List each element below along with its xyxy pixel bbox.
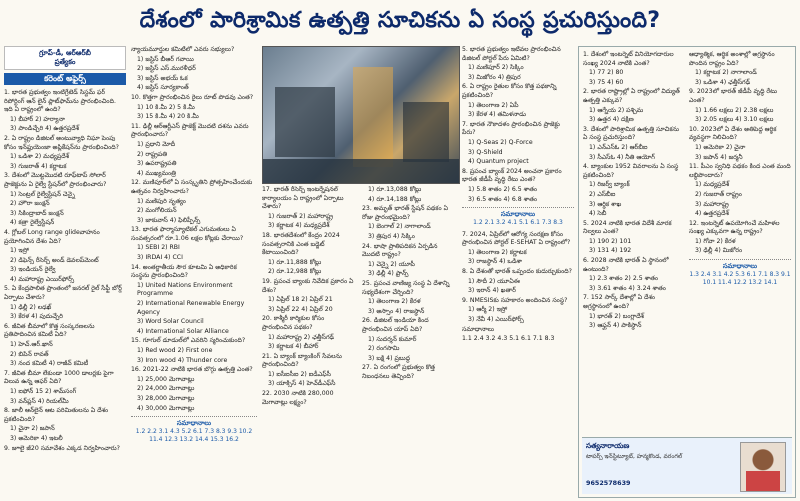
question-line: 1) Red wood 2) First one [137,347,213,354]
question-list [462,46,574,204]
question-line: 3) పాండిచ్చేరి 4) ఉత్తరప్రదేశ్ [10,125,79,133]
question-line: 1) ఐఫోన్ 15 2) శామ్‌సంగ్ [10,388,77,395]
question-line: 3) మిజోరం 4) త్రిపుర [468,73,521,81]
question-line: 13. భారత ఫార్మాస్యూటికల్ ఎగుమతులు ఏ సంవత్సరంలో రూ.1.06 లక్షల కోట్లకు చేరాయి? [131,226,244,242]
page-headline: దేశంలో పారిశ్రామిక ఉత్పత్తి సూచికను ఏ సంస్థ ప్రచురిస్తుంది? [139,8,661,33]
question-line: సమాధానాలు [462,325,495,333]
question-line: 1) కర్ణాటక 2) నాగాలాండ్ [695,69,757,77]
question-line: 3) 3.61 శాతం 4) 3.24 శాతం [589,284,666,292]
question-line: 1) రిజర్వ్ బ్యాంక్ [589,181,630,189]
question-line: 1) ఒడిశా 2) మధ్యప్రదేశ్ [10,153,70,161]
question-line: 2) డిఫెన్స్ రీసెర్చ్ అండ్ డెవలప్‌మెంట్ [10,256,99,264]
question-line: 2) రాష్ట్రపతి [137,150,168,158]
question-line: 1) ఇస్రో [10,247,29,255]
answers-title: సమాధానాలు [131,416,257,428]
question-line: 3) 75 4) 60 [589,78,624,86]
question-line: 3) జస్టిస్ అభయ్ ఓక [137,74,188,82]
question-line: 2) International Renewable Energy Agency [137,300,245,316]
question-line: 1) తెలంగాణ 2) ఏపీ [468,101,519,109]
column-3 [262,186,458,498]
question-line: 17. భారత్ రీసెర్చ్ ఇంటర్నేషనల్ కార్యాలయం ఏ రాష్ట్రంలో ఏర్పాటు చేశారు? [262,186,344,211]
question-line: 8. జాలీ ఆన్‌లైన్ ఆట పరిమితులను ఏ దేశం ప్రకటించింది? [4,407,109,423]
question-line: 1) గోవా 2) కేరళ [695,237,736,245]
question-line: 7. 152 సార్క్ దేశాల్లో ఏ దేశం అగ్రస్థానంలో ఉంది? [583,294,656,311]
question-list [462,231,574,344]
question-line: 6. ఏ రాష్ట్రం రైతుల కోసం కొత్త పథకాన్ని ప్రకటించింది? [462,83,557,99]
question-line: 1) గుజరాత్ 2) మహారాష్ట్ర [268,212,333,220]
question-line: 23. అమృత్ భారత్ స్టేషన్ పథకం ఏ రోజు ప్రారంభమైంది? [362,205,448,221]
question-line: 9. NMESISకు సహకారం అందించిన సంస్థ? [462,296,568,304]
answers-title: సమాధానాలు [689,259,791,271]
question-line: 3) గుజరాత్ 4) కర్ణాటక [10,162,67,170]
question-line: 1) రూ.11,888 కోట్లు [268,258,322,266]
question-line: 12. ఇంటర్నెట్ ఉపయోగించే మహిళల సంఖ్య ఎక్కువగా ఉన్న రాష్ట్రం? [689,219,780,236]
question-line: 3) కర్ణాటక 4) మధ్యప్రదేశ్ [268,222,330,230]
question-line: 2) గుజరాత్ రాష్ట్రం [695,190,742,198]
question-line: 5. 2024 నాటికి భారత విదేశీ మారక నిల్వలు ఎంత? [583,219,672,236]
question-line: 1) 2.3 శాతం 2) 2.5 శాతం [589,275,659,283]
question-line: 3) IRDAI 4) CCI [137,254,183,262]
question-line: 4) మహారాష్ట్ర ఎయిర్‌ఫోర్స్ [10,275,75,283]
question-line: 10. కొత్తగా ప్రారంభించిన రైలు రూట్ పొడవు ఎంత? [131,93,254,101]
question-line: 1) సౌదీ 2) యూఏఈ [468,277,520,285]
question-line: 3) సికింద్రాబాద్ జంక్షన్ [10,209,64,217]
question-line: 1) మణిపూర్ 2) సిక్కిం [468,64,524,72]
question-line: 2. భారత రాష్ట్రాల్లో ఏ రాష్ట్రంలో విద్యుత్ ఉత్పత్తి ఎక్కువ? [583,88,680,104]
column-2 [131,46,257,498]
question-line: 1) జస్టిస్ బీఆర్ గవాయి [137,55,194,63]
question-line: 4) Quantum project [468,158,529,166]
answers-title: సమాధానాలు [462,207,574,219]
question-line: 1) 10 కి.మీ 2) 5 కి.మీ [137,103,195,111]
question-line: 26. డిజిటల్ ఇండియా కింద ప్రారంభించిన యాప్ ఏది? [362,317,429,333]
question-line: 2. ఏ రాష్ట్రం డిజిటల్ అంటువ్యాధి నిఘా పెంపు కోసం ఇన్‌ఫ్లుయెంజా అప్లికేషన్‌ను ప్రారంభించింది? [4,134,119,151]
question-list [689,51,791,287]
question-line: 7. 2024, ఏప్రిల్‌లో ఆరోగ్య సంరక్షణ కోసం ప్రారంభించిన పోర్టల్ E-SEHAT ఏ రాష్ట్రంలో? [462,230,571,247]
question-list [262,186,356,408]
question-line: 2) రంగసామి [368,345,400,353]
question-list [583,51,685,332]
question-list [362,186,456,382]
question-line: 16. 2021-22 నాటికి భారత బొగ్గు ఉత్పత్తి ఎంత? [131,366,253,374]
question-line: 2) హౌరా జంక్షన్ [10,200,50,208]
question-line: 2) 24,000 మెగావాట్లు [137,385,195,393]
question-line: ఆధ్యాత్మిక, ఆర్థిక అంశాల్లో అగ్రస్థానం పొందిన రాష్ట్రం ఏది? [689,51,775,67]
question-line: 1) మణిపురి నృత్యం [137,197,186,205]
answers-key: 1.3 2.4 3.1 4.2 5.3 6.1 7.1 8.3 9.1 10.1 11.4 12.2 13.2 14.1 [689,270,791,286]
question-line: 1) మధ్యప్రదేశ్ [695,181,730,189]
question-line: 5. భారత ప్రభుత్వం ఇటీవల ప్రారంభించిన డిజిటల్ పోర్టల్ పేరు ఏమిటి? [462,46,561,62]
question-line: 3) జపాన్ 4) జర్మనీ [695,153,743,161]
question-line: 3) ఉపరాష్ట్రపతి [137,160,177,168]
question-line: 2) బిపిన్ రావత్ [10,350,49,358]
question-list [131,46,257,413]
question-line: 20. కాశ్మీరీ కార్మికుల కోసం ప్రారంభించిన పథకం? [262,315,325,331]
question-line: 1. దేశంలో ఇంటర్నెట్ వినియోగదారుల సంఖ్య 2024 నాటికి ఎంత? [583,51,674,67]
question-line: 4) జస్టిస్ సూర్యకాంత్ [137,84,189,92]
question-line: 1) ఎన్ఎస్ఓ 2) ఆర్‌బీఐ [589,143,648,151]
author-role: టాపర్స్‌ ఇన్‌స్టిట్యూట్‌, హన్మకొండ, వరంగల్‌ [586,453,683,460]
question-line: 1) చైనా 2) జపాన్ [10,425,55,433]
author-phone: 9652578639 [586,479,631,487]
question-line: 3) 6.5 శాతం 4) 6.8 శాతం [468,195,538,203]
question-line: 3. దేశంలో మొట్టమొదటి రూఫ్‌టాప్ సోలార్ ప్రాజెక్టును ఏ రైల్వే స్టేషన్‌లో ప్రారంభించారు? [4,172,107,188]
question-line: 6. 2028 నాటికి భారత్ ఏ స్థానంలో ఉంటుంది? [583,257,669,273]
question-line: 1) ఢిల్లీ 2) లఢఖ్ [10,303,52,311]
question-line: 1) ఏప్రిల్ 18 2) ఏప్రిల్ 21 [268,296,333,304]
question-line: 3) సీఎస్ఓ 4) నీతి ఆయోగ్ [589,153,655,161]
question-line: 2) రూ.12,988 కోట్లు [268,268,322,276]
answers-key: 1.2 2.1 3.2 4.1 5.1 6.1 7.3 8.3 [473,218,563,226]
question-line: 3) ఆఫ్ఘన్ 4) పాకిస్థాన్ [589,322,642,330]
question-line: 22. 2030 నాటికి 280,000 మెగావాట్లు లక్ష్యం? [262,390,334,406]
question-line: 1) 25,000 మెగావాట్లు [137,375,195,383]
question-line: 15. గూగుల్ డూడుల్‌లో ఎవరిని స్మరించుకుంది? [131,337,246,345]
question-line: 11. పీఎం స్వనిధి పథకం కింద ఎంత మంది లబ్ధిపొందారు? [689,163,791,179]
answers-key: 1.2 2.2 3.1 4.3 5.2 6.1 7.3 8.3 9.3 10.2 11.4 12.3 13.2 14.4 15.3 16.2 [135,427,253,443]
question-line: 1) 190 2) 101 [589,237,632,245]
question-line: 3) ఉత్తర 4) దక్షిణ [589,116,634,124]
question-line: 12. మణిపూర్‌లో ఏ సంస్కృతిని ప్రోత్సహించేందుకు ఉత్సవం నిర్వహించారు? [131,179,253,195]
question-line: 8. ప్రపంచ బ్యాంక్ 2024 అంచనా ప్రకారం భారత జీడీపీ వృద్ధి రేటు ఎంత? [462,167,562,184]
question-line: 1) సెంట్రల్ రైల్వేస్టేషన్ చెన్నై [10,190,75,198]
question-line: 1) 77 2) 80 [589,69,624,77]
question-line: 1) భారత్ 2) బంగ్లాదేశ్ [589,312,644,320]
question-line: 14. అంతర్జాతీయ సౌర కూటమి ఏ అధికారిక సంస్థను ప్రారంభించింది? [131,263,237,280]
question-line: 3) ఢిల్లీ 4) మిజోరం [695,247,743,255]
question-line: 27. ఏ రంగంలో ప్రభుత్వం కొత్త నిబంధనలు తెచ్చింది? [362,364,435,380]
question-line: 1) తెలంగాణ 2) కర్ణాటక [468,248,527,256]
question-line: 3) అస్సాం 4) రాజస్థాన్ [368,307,425,315]
exam-group-label: గ్రూప్‌-డీ, ఆర్‌ఆర్‌బీ [39,49,91,57]
question-line: 3) జాకువాస్ 4) ఫిలిప్పీన్స్ [137,216,201,224]
question-line: 2) జస్టిస్ ఎస్.మురళీధర్ [137,65,196,73]
question-line: 1) అమెరికా 2) చైనా [695,143,746,151]
question-line: 1) ప్రధాని మోదీ [137,140,176,148]
question-line: 3) కర్ణాటక 4) బీహార్ [268,343,319,351]
question-line: 3. దేశంలో పారిశ్రామిక ఉత్పత్తి సూచికను ఏ సంస్థ ప్రచురిస్తుంది? [583,125,680,142]
question-line: 3) ఢిల్లీ 4) ఫ్రాన్స్ [368,270,409,278]
question-line: 3) 131 4) 192 [589,247,632,255]
question-line: 1) SEBI 2) RBI [137,244,180,252]
question-line: 25. ప్రపంచ వాణిజ్య సంస్థ ఏ దేశాన్ని సభ్యదేశంగా చేర్చింది? [362,279,450,296]
question-line: 10. 2023లో ఏ దేశం అతిపెద్ద ఆర్థిక వ్యవస్థగా నిలిచింది? [689,125,777,142]
question-line: 1. భారత ప్రభుత్వం ఇంటిగ్రేటెడ్ సిస్టమ్ ఫర్ రిపోర్టింగ్ ఆన్ లైన్ ప్లాట్‌ఫామ్‌ను ప్రారంభించింది. ఇది ఏ రాష్ట్రంలో ఉంది? [4,89,116,114]
column-1 [4,46,126,498]
question-line: 3) మహారాష్ట్ర [695,200,729,208]
question-line: 1) బెంగాల్ 2) నాగాలాండ్ [368,223,431,231]
question-line: న్యాయమూర్తుల కమిటీలో ఎవరు సభ్యులు? [131,46,235,53]
question-line: 3) త్రిపుర 4) సిక్కిం [368,232,415,240]
question-line: 3) నేవీ 4) ఎయిర్‌ఫోర్స్ [468,316,524,324]
question-line: 4) 30,000 మెగావాట్లు [137,404,195,412]
question-line: 24. భాషా ప్రాతిపదికన ఏర్పడిన మొదటి రాష్ట్రం? [362,242,438,259]
question-line: 19. ప్రపంచ బ్యాంకు నివేదిక ప్రకారం ఏ దేశం? [262,277,354,294]
question-line: 1) 5.8 శాతం 2) 6.5 శాతం [468,185,538,193]
factory-photo [262,46,460,184]
question-line: 4) కత్రా రైల్వేస్టేషన్ [10,219,55,227]
question-line: 4) International Solar Alliance [137,327,229,335]
question-line: 11. ఢిల్లీ ఆర్ఆర్టీఎస్ ప్రాజెక్ట్ మొదటి దశను ఎవరు ప్రారంభించారు? [131,122,249,139]
question-line: 9. 2023లో భారత్ జీడీపీ వృద్ధి రేటు ఎంత? [689,88,778,104]
question-line: 3) రాజస్థాన్ 4) ఒడిశా [468,258,522,266]
question-line: 1) ఆగ్నేయ 2) పశ్చిమ [589,106,644,114]
question-line: 1) సుదర్శన్ కుమార్ [368,335,417,343]
column-4 [462,46,574,498]
special-label: ప్రత్యేకం [54,58,76,66]
question-line: 4) ఉత్తరప్రదేశ్ [695,210,729,218]
question-line: 3) వన్‌ప్లస్ 4) రియల్‌మీ [10,397,69,405]
question-line: 1.1 2.4 3.2 4.3 5.1 6.1 7.1 8.3 [462,335,555,343]
question-line: 3) కేరళ 4) తమిళనాడు [468,111,526,119]
question-line: 1) 1.66 లక్షలు 2) 2.38 లక్షలు [695,106,774,114]
question-line: 1) ఐసీఐసీఐ 2) ఐడీఎఫ్‌సీ [268,370,332,378]
question-line: 1) హెచ్.ఆర్.ఖాన్ [10,341,53,349]
question-line: 3) 15 కి.మీ 4) 20 కి.మీ [137,113,199,121]
column-5 [578,46,796,498]
question-line: 1) మహారాష్ట్ర 2) ఛత్తీస్‌గఢ్ [268,333,335,341]
question-line: 1) ఆర్మీ 2) ఇస్రో [468,306,508,314]
question-line: 4. గ్లోబల్ Long range glideవాహనం ప్రయోగించిన దేశం ఏది? [4,228,100,245]
question-line: 3) ఏప్రిల్ 22 4) ఏప్రిల్ 20 [268,305,333,313]
question-line: 3) ఇండియన్ రైల్వే [10,266,56,274]
question-line: 3) ఆర్థిక శాఖ [589,200,622,208]
author-photo [740,442,786,492]
question-line: 4) రూ.14,188 కోట్లు [368,195,422,203]
question-line: 3) ఒడిశా 4) ఛత్తీస్‌గఢ్ [695,78,751,86]
question-line: 9. జూలై జీ20 సమావేశం ఎక్కడ నిర్వహించారు? [4,444,120,452]
question-line: 1) United Nations Environment Programme [137,281,233,298]
question-line: 3) కేరళ 4) పుదుచ్చేరి [10,313,63,321]
question-line: 3) 28,000 మెగావాట్లు [137,394,195,402]
question-list [4,89,126,453]
question-line: 4. బ్యాంకుల 1952 వివరాలను ఏ సంస్థ ప్రకటించింది? [583,163,679,179]
question-line: 2) ఎస్‌బీఐ [589,190,616,198]
question-line: 1) తెలంగాణ 2) కేరళ [368,298,421,306]
question-line: 7. జీవిత బీమా లేకుండా 1000 డాలర్లకు పైగా విలువ ఉన్న ఆఫర్ ఏది? [4,369,114,386]
question-line: 4) ముఖ్యమంత్రి [137,169,176,177]
question-line: 3) బక్షి 4) ప్రబుద్ధ [368,354,411,362]
question-line: 3) యాక్సిస్ 4) హెచ్‌డీఎఫ్‌సీ [268,380,336,388]
question-line: 3) 2.05 లక్షలు 4) 3.10 లక్షలు [695,116,774,124]
question-line: 1) రూ.13,088 కోట్లు [368,186,422,193]
question-line: 6. జీవిత బీమాలో కొత్త సంస్కరణలను ప్రతిపాదించిన కమిటీ ఏది? [4,322,95,339]
question-line: 8. ఏ దేశంతో భారత్ ఒప్పందం కుదుర్చుకుంది? [462,268,572,276]
author-name: సత్యనారాయణ [586,441,630,450]
question-line: 1) బీహార్ 2) హర్యానా [10,115,65,123]
question-line: 3) Word Solar Council [137,318,204,326]
question-line: 3) Q-Shield [468,148,503,156]
question-line: 3) ఇరాన్ 4) ఖతార్ [468,287,516,295]
question-line: 1) చెన్నై 2) యూపీ [368,260,415,268]
question-line: 18. భారతదేశంలో కేంద్రం 2024 సంవత్సరానికి ఎంత బడ్జెట్ కేటాయించింది? [262,231,340,257]
question-line: 5. ఏ కేంద్రపాలిత ప్రాంతంలో జనరల్ రైల్ సేఫ్టీ బోర్డ్ ఏర్పాటు చేశారు? [4,285,122,302]
author-box [582,437,792,494]
question-line: 7. భారత నౌకాదళం ప్రారంభించిన ప్రాజెక్టు పేరు? [462,120,560,137]
exam-badge [4,46,126,70]
question-line: 2) మంగోలియన్ [137,207,177,215]
question-line: 3) Iron wood 4) Thunder core [137,356,228,364]
question-line: 3) అమెరికా 4) ఇటలీ [10,434,63,442]
question-line: 3) నంద కమిటీ 4) రాజీవ్ కమిటీ [10,360,89,368]
current-affairs-banner: కరెంట్‌ అఫైర్స్‌ [4,73,126,85]
question-line: 21. ఏ బ్యాంక్ బ్యాంకింగ్ సేవలను ప్రారంభించింది? [262,352,342,369]
question-line: 4) సెబీ [589,210,607,218]
question-line: 1) Q-Seas 2) Q-Force [468,138,533,146]
